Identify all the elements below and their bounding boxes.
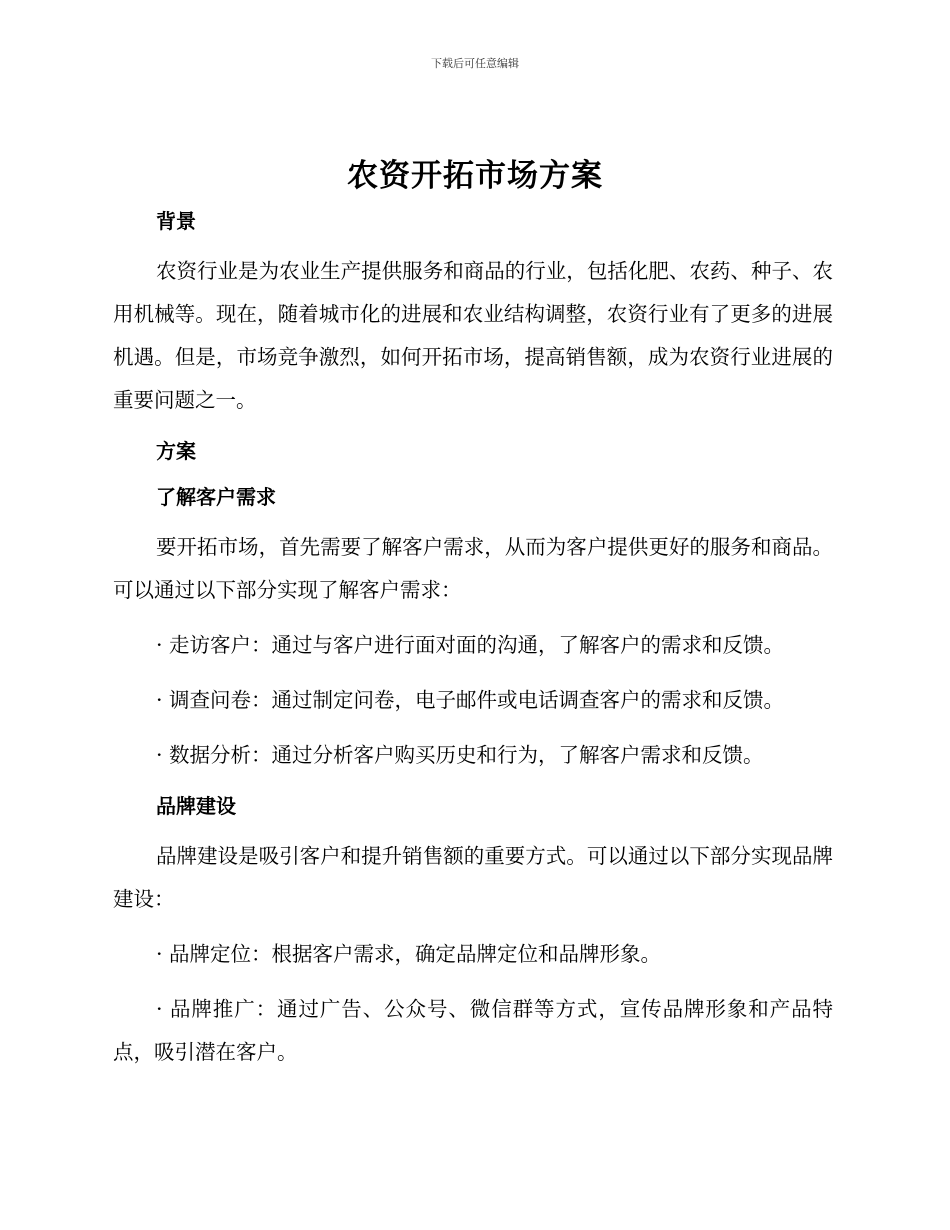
brand-paragraph: 品牌建设是吸引客户和提升销售额的重要方式。可以通过以下部分实现品牌建设： [113, 844, 833, 911]
background-paragraph: 农资行业是为农业生产提供服务和商品的行业，包括化肥、农药、种子、农用机械等。现在，随着城市化的进展和农业结构调整，农资行业有了更多的进展机遇。但是，市场竞争激烈，如何开拓市场，提高销售额，成为农资行业进展的重要问题之一。 [113, 259, 833, 412]
plan-heading: 方案 [156, 439, 196, 463]
document-title: 农资开拓市场方案 [347, 158, 603, 194]
background-heading: 背景 [156, 209, 196, 233]
document-body [113, 204, 833, 1074]
list-item: · 品牌推广：通过广告、公众号、微信群等方式，宣传品牌形象和产品特点，吸引潜在客户。 [113, 997, 833, 1064]
customer-needs-heading: 了解客户需求 [156, 485, 276, 509]
brand-heading: 品牌建设 [156, 794, 236, 818]
list-item: · 走访客户：通过与客户进行面对面的沟通，了解客户的需求和反馈。 [156, 633, 785, 657]
list-item: · 品牌定位：根据客户需求，确定品牌定位和品牌形象。 [156, 942, 662, 966]
list-item: · 调查问卷：通过制定问卷，电子邮件或电话调查客户的需求和反馈。 [156, 688, 785, 712]
customer-needs-paragraph: 要开拓市场，首先需要了解客户需求，从而为客户提供更好的服务和商品。可以通过以下部分实现了解客户需求： [113, 535, 833, 602]
header-note: 下载后可任意编辑 [431, 57, 519, 70]
list-item: · 数据分析：通过分析客户购买历史和行为，了解客户需求和反馈。 [156, 743, 764, 767]
